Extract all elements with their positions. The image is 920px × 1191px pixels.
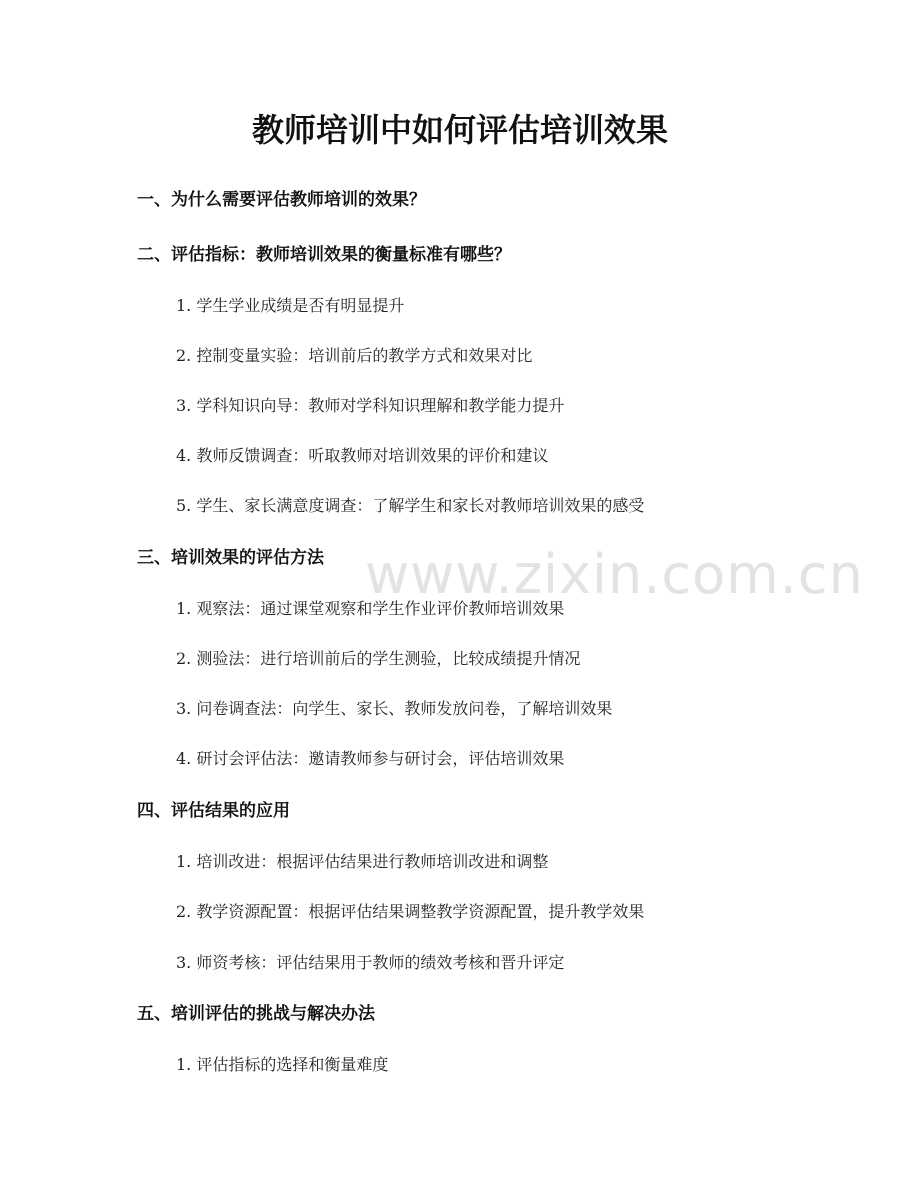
section-heading-2: 二、评估指标：教师培训效果的衡量标准有哪些？ [137,245,511,265]
list-item: 2. 测验法：进行培训前后的学生测验，比较成绩提升情况 [176,649,581,668]
section-heading-5: 五、培训评估的挑战与解决办法 [137,1004,375,1024]
list-item: 1. 观察法：通过课堂观察和学生作业评价教师培训效果 [176,599,565,618]
section-heading-4: 四、评估结果的应用 [137,801,290,821]
section-heading-3: 三、培训效果的评估方法 [137,548,324,568]
section-heading-1: 一、为什么需要评估教师培训的效果？ [137,190,426,210]
watermark: www.zixin.com.cn [365,543,864,606]
list-item: 2. 教学资源配置：根据评估结果调整教学资源配置，提升教学效果 [176,902,645,921]
list-item: 1. 培训改进：根据评估结果进行教师培训改进和调整 [176,852,549,871]
list-item: 2. 控制变量实验：培训前后的教学方式和效果对比 [176,346,533,365]
list-item: 1. 学生学业成绩是否有明显提升 [176,296,405,315]
list-item: 3. 师资考核：评估结果用于教师的绩效考核和晋升评定 [176,953,565,972]
list-item: 4. 教师反馈调查：听取教师对培训效果的评价和建议 [176,446,549,465]
list-item: 4. 研讨会评估法：邀请教师参与研讨会，评估培训效果 [176,749,565,768]
list-item: 5. 学生、家长满意度调查：了解学生和家长对教师培训效果的感受 [176,496,645,515]
list-item: 3. 问卷调查法：向学生、家长、教师发放问卷，了解培训效果 [176,699,613,718]
list-item: 1. 评估指标的选择和衡量难度 [176,1055,389,1074]
document-title: 教师培训中如何评估培训效果 [251,111,668,149]
list-item: 3. 学科知识向导：教师对学科知识理解和教学能力提升 [176,396,565,415]
